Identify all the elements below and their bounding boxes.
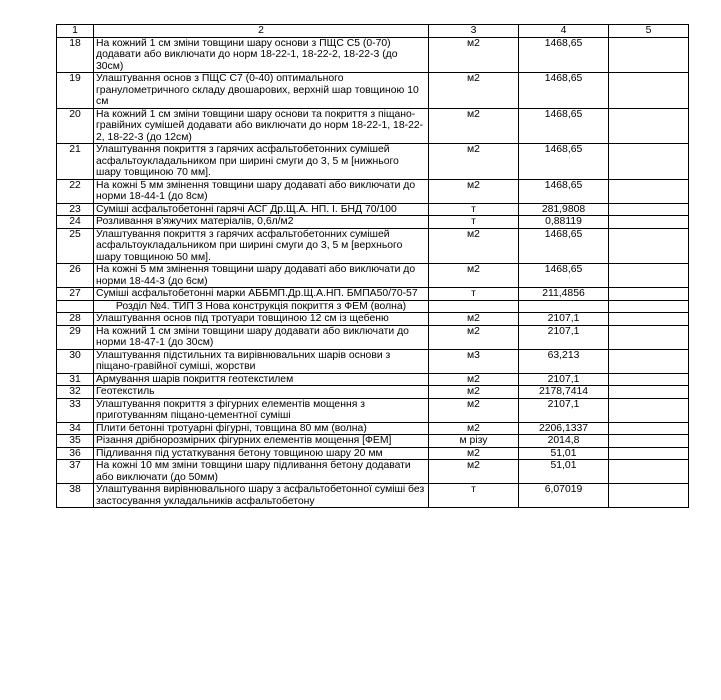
quantity-cell: 1468,65 xyxy=(519,264,609,288)
quantity-cell: 211,4856 xyxy=(519,288,609,301)
item-description-cell: Армування шарів покриття геотекстилем xyxy=(94,373,429,386)
table-row xyxy=(57,203,689,216)
table-row xyxy=(57,288,689,301)
section-title: Розділ №4. ТИП 3 Нова конструкція покриття з ФЕМ (волна) xyxy=(94,300,429,313)
item-description-cell: Геотекстиль xyxy=(94,386,429,399)
notes-cell xyxy=(609,435,689,448)
item-description-cell: Улаштування покриття з фігурних елементів мощення з приготуванням піщано-цементної суміші xyxy=(94,398,429,422)
quantity-cell: 2107,1 xyxy=(519,373,609,386)
table-row xyxy=(57,422,689,435)
quantity-cell: 1468,65 xyxy=(519,73,609,109)
quantity-cell: 1468,65 xyxy=(519,144,609,180)
item-description-cell: Улаштування основ з ПЩС С7 (0-40) оптимального гранулометричного складу двошарових, верхній шар товщиною 10 см xyxy=(94,73,429,109)
unit-cell: м2 xyxy=(429,264,519,288)
notes-cell xyxy=(609,108,689,144)
item-description-cell: Підливання під устаткування бетону товщиною шару 20 мм xyxy=(94,447,429,460)
item-description-cell: Суміші асфальтобетонні гарячі АСГ Др.Щ.А. НП. І. БНД 70/100 xyxy=(94,203,429,216)
table-row xyxy=(57,349,689,373)
table-row xyxy=(57,228,689,264)
unit-cell: т xyxy=(429,288,519,301)
item-description-cell: Улаштування вирівнювального шару з асфальтобетонної суміші без застосування укладальників асфальтобетону xyxy=(94,484,429,508)
item-number-cell: 29 xyxy=(57,325,94,349)
unit-cell: м2 xyxy=(429,37,519,73)
unit-cell: м2 xyxy=(429,108,519,144)
item-number-cell: 18 xyxy=(57,37,94,73)
quantity-cell: 1468,65 xyxy=(519,228,609,264)
quantity-cell: 2014,8 xyxy=(519,435,609,448)
quantity-cell: 1468,65 xyxy=(519,179,609,203)
table-row xyxy=(57,108,689,144)
table-row xyxy=(57,264,689,288)
item-description-cell: Суміші асфальтобетонні марки АББМП.Др.Щ.А.НП. БМПА50/70-57 xyxy=(94,288,429,301)
bill-of-quantities-table xyxy=(56,24,689,508)
item-number-cell: 35 xyxy=(57,435,94,448)
item-number-cell: 28 xyxy=(57,313,94,326)
notes-cell xyxy=(609,216,689,229)
table-row xyxy=(57,386,689,399)
quantity-cell: 63,213 xyxy=(519,349,609,373)
quantity-cell: 2107,1 xyxy=(519,313,609,326)
item-description-cell: На кожні 5 мм змінення товщини шару додаваті або виключати до норми 18-44-1 (до 8см) xyxy=(94,179,429,203)
item-number-cell: 34 xyxy=(57,422,94,435)
unit-cell: м2 xyxy=(429,447,519,460)
header-cell: 3 xyxy=(429,25,519,38)
item-description-cell: Улаштування покриття з гарячих асфальтобетонних сумішей асфальтоукладальником при ширині смуги до 3, 5 м [нижнього шару товщиною 70 мм]. xyxy=(94,144,429,180)
item-number-cell: 26 xyxy=(57,264,94,288)
unit-cell: м2 xyxy=(429,144,519,180)
quantity-cell: 2107,1 xyxy=(519,398,609,422)
table-row xyxy=(57,73,689,109)
notes-cell xyxy=(609,203,689,216)
item-description-cell: Улаштування покриття з гарячих асфальтобетонних сумішей асфальтоукладальником при ширині смуги до 3, 5 м [верхнього шару товщиною 50 мм]. xyxy=(94,228,429,264)
unit-cell: м2 xyxy=(429,422,519,435)
header-cell: 1 xyxy=(57,25,94,38)
unit-cell: т xyxy=(429,216,519,229)
estimate-sheet xyxy=(56,24,689,508)
notes-cell xyxy=(609,398,689,422)
item-description-cell: Різання дрібнорозмірних фігурних елементів мощення [ФЕМ] xyxy=(94,435,429,448)
unit-cell: м2 xyxy=(429,386,519,399)
table-row xyxy=(57,325,689,349)
quantity-cell: 51,01 xyxy=(519,447,609,460)
table-row xyxy=(57,447,689,460)
item-description-cell: На кожний 1 см зміни товщини шару додавати або виключати до норми 18-47-1 (до 30см) xyxy=(94,325,429,349)
header-cell: 5 xyxy=(609,25,689,38)
item-description-cell: На кожні 10 мм зміни товщини шару підливання бетону додавати або виключати (до 50мм) xyxy=(94,460,429,484)
item-number-cell: 37 xyxy=(57,460,94,484)
notes-cell xyxy=(609,373,689,386)
notes-cell xyxy=(609,313,689,326)
row-group-b xyxy=(57,313,689,508)
table-row xyxy=(57,37,689,73)
unit-cell: т xyxy=(429,484,519,508)
item-description-cell: На кожний 1 см зміни товщини шару основи з ПЩС С5 (0-70) додавати або виключати до норм 18-22-1, 18-22-2, 18-22-3 (до 30см) xyxy=(94,37,429,73)
item-number-cell: 19 xyxy=(57,73,94,109)
table-row xyxy=(57,435,689,448)
notes-cell xyxy=(609,37,689,73)
item-description-cell: На кожні 5 мм змінення товщини шару додаваті або виключати до норми 18-44-3 (до 6см) xyxy=(94,264,429,288)
item-number-cell: 23 xyxy=(57,203,94,216)
item-number-cell: 38 xyxy=(57,484,94,508)
quantity-cell: 1468,65 xyxy=(519,108,609,144)
notes-cell xyxy=(609,484,689,508)
item-number-cell: 20 xyxy=(57,108,94,144)
unit-cell: м різу xyxy=(429,435,519,448)
quantity-cell: 281,9808 xyxy=(519,203,609,216)
notes-cell xyxy=(609,447,689,460)
notes-cell xyxy=(609,349,689,373)
notes-cell xyxy=(609,228,689,264)
quantity-cell: 51,01 xyxy=(519,460,609,484)
quantity-cell: 2107,1 xyxy=(519,325,609,349)
unit-cell: м2 xyxy=(429,325,519,349)
notes-cell xyxy=(609,325,689,349)
column-number-header-row xyxy=(57,25,689,38)
unit-cell: м2 xyxy=(429,398,519,422)
notes-cell xyxy=(609,288,689,301)
unit-cell: м3 xyxy=(429,349,519,373)
row-group-a xyxy=(57,37,689,300)
table-row xyxy=(57,144,689,180)
item-description-cell: На кожний 1 см зміни товщини шару основи та покриття з піщано-гравійних сумішей додавати або виключати до норм 18-22-1, 18-22-2, 18-22-3 (до 12см) xyxy=(94,108,429,144)
section-blank-cell xyxy=(609,300,689,313)
table-row xyxy=(57,313,689,326)
item-description-cell: Улаштування основ під тротуари товщиною 12 см із щебеню xyxy=(94,313,429,326)
unit-cell: м2 xyxy=(429,228,519,264)
notes-cell xyxy=(609,179,689,203)
unit-cell: м2 xyxy=(429,460,519,484)
item-description-cell: Улаштування підстильних та вирівнювальних шарів основи з піщано-гравійної суміші, жорстви xyxy=(94,349,429,373)
quantity-cell: 1468,65 xyxy=(519,37,609,73)
header-cell: 4 xyxy=(519,25,609,38)
table-row xyxy=(57,216,689,229)
notes-cell xyxy=(609,264,689,288)
item-description-cell: Плити бетонні тротуарні фігурні, товщина 80 мм (волна) xyxy=(94,422,429,435)
table-row xyxy=(57,179,689,203)
item-number-cell: 31 xyxy=(57,373,94,386)
item-number-cell: 21 xyxy=(57,144,94,180)
unit-cell: м2 xyxy=(429,179,519,203)
table-row xyxy=(57,484,689,508)
item-number-cell: 24 xyxy=(57,216,94,229)
item-number-cell: 25 xyxy=(57,228,94,264)
unit-cell: м2 xyxy=(429,313,519,326)
quantity-cell: 0,88119 xyxy=(519,216,609,229)
unit-cell: м2 xyxy=(429,73,519,109)
notes-cell xyxy=(609,144,689,180)
item-number-cell: 30 xyxy=(57,349,94,373)
item-number-cell: 33 xyxy=(57,398,94,422)
quantity-cell: 6,07019 xyxy=(519,484,609,508)
quantity-cell: 2206,1337 xyxy=(519,422,609,435)
item-number-cell: 27 xyxy=(57,288,94,301)
item-number-cell: 22 xyxy=(57,179,94,203)
notes-cell xyxy=(609,422,689,435)
section-blank-cell xyxy=(519,300,609,313)
section-row xyxy=(57,300,689,313)
unit-cell: т xyxy=(429,203,519,216)
section-blank-cell xyxy=(429,300,519,313)
unit-cell: м2 xyxy=(429,373,519,386)
quantity-cell: 2178,7414 xyxy=(519,386,609,399)
section-blank-cell xyxy=(57,300,94,313)
notes-cell xyxy=(609,386,689,399)
item-number-cell: 32 xyxy=(57,386,94,399)
table-row xyxy=(57,373,689,386)
table-row xyxy=(57,398,689,422)
header-cell: 2 xyxy=(94,25,429,38)
table-row xyxy=(57,460,689,484)
notes-cell xyxy=(609,460,689,484)
item-description-cell: Розливання в'яжучих матеріалів, 0,6л/м2 xyxy=(94,216,429,229)
item-number-cell: 36 xyxy=(57,447,94,460)
notes-cell xyxy=(609,73,689,109)
